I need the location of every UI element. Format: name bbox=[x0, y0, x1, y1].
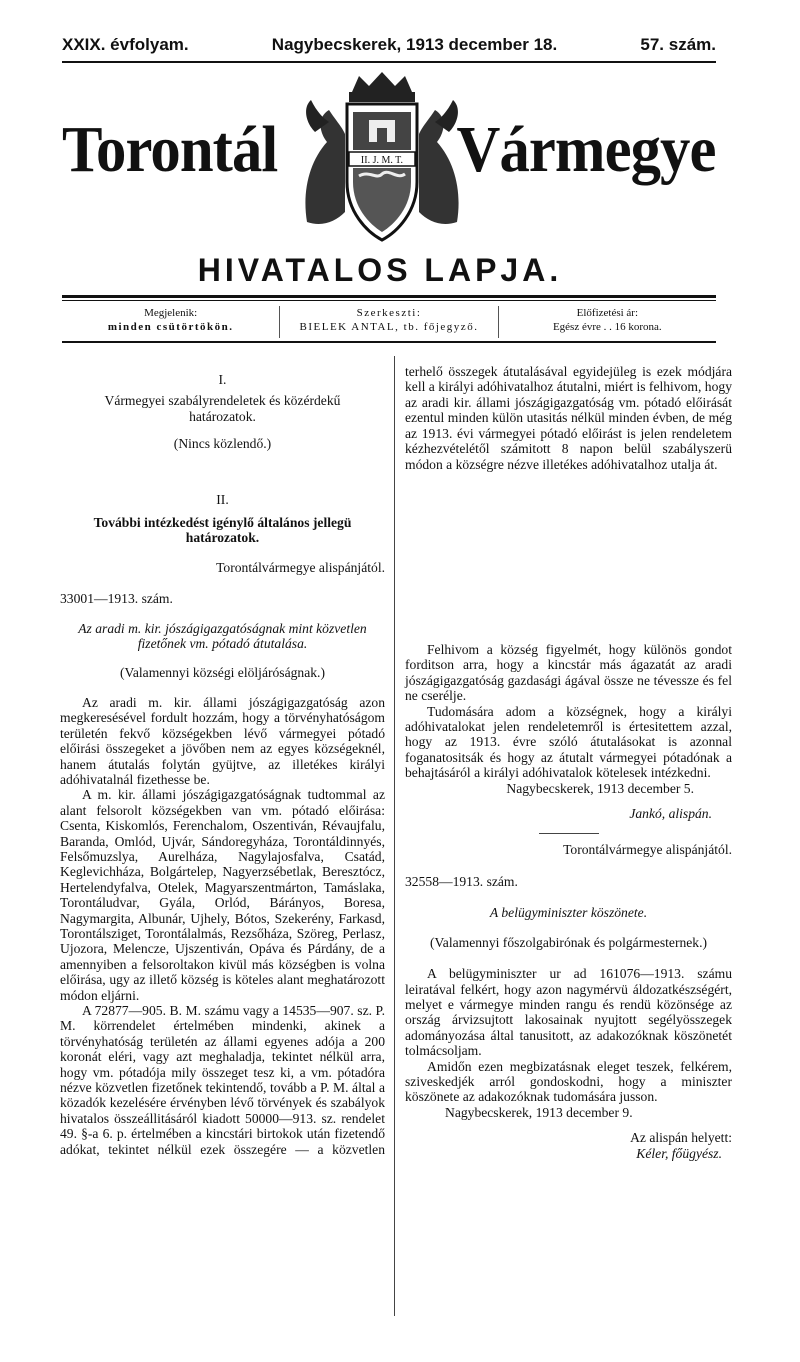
section2-para5: Tudomására adom a községnek, hogy a királyi adóhivatalokat jelen rendeletemről is értesitettem azzal, hogy az 1913. évre szóló átutalásokat is azonnal foganatositsák és hogy az átutalt vármegyei pótadónak a behajtásáról a királyi adóhivatalok kötelesek intézkedni. bbox=[405, 703, 732, 781]
info-rule-bottom bbox=[62, 341, 716, 343]
place-date: Nagybecskerek, 1913 december 18. bbox=[271, 35, 558, 54]
section2-heading: További intézkedést igénylő általános jellegü határozatok. bbox=[93, 515, 352, 546]
subscription-cell bbox=[498, 306, 716, 338]
appears-value: minden csütörtökön. bbox=[107, 321, 234, 333]
section3-signoff: Az alispán helyett: bbox=[630, 1130, 732, 1146]
para3-tail: terhelő összegek átutalásával egyidejüleg is ezek módjára kell a királyi adóhivatalhoz átutalni, miért is felhivom, hogy az aradi kir. állami jószágigazgatóság vm. pótadó előirását ezentul minden külön utasitás nélkül minden évben, de még az 1913. évi vármegyei pótadó előirást is jelen rendeletem kézhezvételétől számitott 8 napon belül szabályszerü módon a községre nézve illetékes adóhivatalhoz utalja át. bbox=[405, 364, 732, 472]
section3-signature: Kéler, főügyész. bbox=[636, 1145, 722, 1161]
editor-cell bbox=[279, 306, 497, 338]
issue-line bbox=[62, 30, 716, 60]
editor-label: Szerkeszti: bbox=[356, 307, 422, 319]
section2-source: Torontálvármegye alispánjától. bbox=[216, 559, 385, 575]
info-rule-top-thin bbox=[62, 300, 716, 301]
section2-para3-continued bbox=[405, 364, 732, 642]
section2-addressee: (Valamennyi községi elöljáróságnak.) bbox=[120, 665, 325, 681]
section3-number: 32558—1913. szám. bbox=[405, 873, 518, 889]
title-right: Vármegye bbox=[456, 113, 716, 186]
section3-subject: A belügyminiszter köszönete. bbox=[489, 905, 648, 921]
section2-signature: Jankó, alispán. bbox=[629, 806, 712, 822]
subtitle: HIVATALOS LAPJA. bbox=[197, 252, 563, 288]
left-column bbox=[60, 358, 385, 1157]
coat-of-arms-icon bbox=[297, 72, 467, 242]
right-column bbox=[405, 358, 732, 1161]
section2-para2: A m. kir. állami jószágigazgatóságnak tudtommal az alant felsorolt községekben van vm. pótadó előirása: Csenta, Kiskomlós, Ferenchalom, Oszentiván, Révaujfalu, Baranda, Omlód, Ujvár, Sándoregyháza, Torontáldinnyés, Felsőmuzslya, Aurelháza, Nagylajosfalva, Csatád, Keglevichháza, Bolgártelep, Nagyerzsébetlak, Beresztócz, Hertelendyfalva, Otelek, Magyarszentmárton, Tamáslaka, Torontáludvar, Gyála, Orlód, Bárányos, Boresa, Nagymargita, Albunár, Ujhely, Bótos, Szekerény, Farkasd, Torontálsziget, Torontálalmás, Rezsőháza, Szöreg, Perlasz, Ujozora, Melencze, Ujszentiván, Opáva és Párdány, de a amennyiben a felsoroltakon kivül más községben is volna előirása, ugy az illető község is köteles alant meghatározott módon eljárni. bbox=[60, 787, 385, 1003]
section3-addressee: (Valamennyi főszolgabirónak és polgármesternek.) bbox=[429, 934, 708, 950]
section1-numeral: I. bbox=[218, 372, 227, 387]
section2-para1: Az aradi m. kir. állami jószágigazgatóság azon megkeresésével fordult hozzám, hogy a törvényhatóságom területén fekvő községekben lévő vármegyei pótadó előirási összegeket a jövőben nem az egyes községeknél, hanem átutalás folytán gyüjtve, az illetékes királyi adóhivatalnál fizethesse be. bbox=[60, 694, 385, 787]
section2-numeral: II. bbox=[216, 491, 229, 507]
section3-dateline: Nagybecskerek, 1913 december 9. bbox=[445, 1104, 633, 1120]
section2-subject: Az aradi m. kir. jószágigazgatóságnak mint közvetlen fizetőnek vm. pótadó átutalása. bbox=[78, 620, 367, 652]
title-left: Torontál bbox=[62, 113, 278, 186]
info-bar bbox=[62, 306, 716, 338]
masthead bbox=[62, 90, 716, 240]
section3-para2: Amidőn ezen megbizatásnak eleget teszek, felkérem, sziveskedjék arról gondoskodni, hogy a miniszter köszönete az adakozóknak tudomására jusson. bbox=[405, 1058, 732, 1105]
crest-text: II. J. M. T. bbox=[360, 155, 404, 166]
appears-label: Megjelenik: bbox=[144, 307, 198, 319]
editor-value: BIELEK ANTAL, tb. főjegyző. bbox=[299, 321, 479, 333]
top-rule bbox=[62, 61, 716, 63]
column-divider bbox=[394, 356, 395, 1316]
section2-para4: Felhivom a község figyelmét, hogy különös gondot forditson arra, hogy a kincstár más ágazatát az aradi jószágigazgatóság gazdasági ágával össze ne tévessze és fel ne cserélje. bbox=[405, 642, 732, 704]
volume: XXIX. évfolyam. bbox=[62, 35, 189, 54]
appears-cell bbox=[62, 306, 279, 338]
subscription-value: Egész évre . . 16 korona. bbox=[552, 321, 662, 333]
separator bbox=[539, 833, 599, 834]
info-rule-top bbox=[62, 295, 716, 298]
section3-source: Torontálvármegye alispánjától. bbox=[563, 842, 732, 858]
section2-dateline: Nagybecskerek, 1913 december 5. bbox=[506, 780, 694, 796]
section2-para3: A 72877—905. B. M. számu vagy a 14535—907. sz. P. M. körrendelet értelmében mindenki, akinek a törvényhatóság területén az állami egyenes adója a 200 koronát eléri, vagy azt meghaladja, tekintet nélkül arra, hogy vm. pótadója mily összeget tesz ki, a vm. pótadóra nézve közvetlen fizetőnek tekintendő, tovább a P. M. által a közadók kezelésére érvényben lévő törvények és szabályok hivatalos összeállitásáról kiadott 50000—913. sz. rendelet 49. §-a 6. p. értelmében a kincstári birtokok után fizetendő adókat, tekintet nélkül ezek összegére — a közvetlen bbox=[60, 1003, 385, 1157]
section1-note: (Nincs közlendő.) bbox=[173, 436, 272, 452]
section1-heading: Vármegyei szabályrendeletek és közérdekű határozatok. bbox=[104, 393, 341, 424]
section2-number: 33001—1913. szám. bbox=[60, 591, 173, 607]
section3-para1: A belügyminiszter ur ad 161076—1913. számu leiratával felkért, hogy azon nagymérvü áldozatkészségért, melyet e vármegye minden rangu és rendü közönsége az ország árvizsujtott lakosainak nyujtott segélyösszegek adományozása által tanusitott, az adakozóknak köszönetét tolmácsoljam. bbox=[405, 966, 732, 1059]
issue-number: 57. szám. bbox=[640, 35, 716, 54]
subscription-label: Előfizetési ár: bbox=[576, 307, 639, 319]
